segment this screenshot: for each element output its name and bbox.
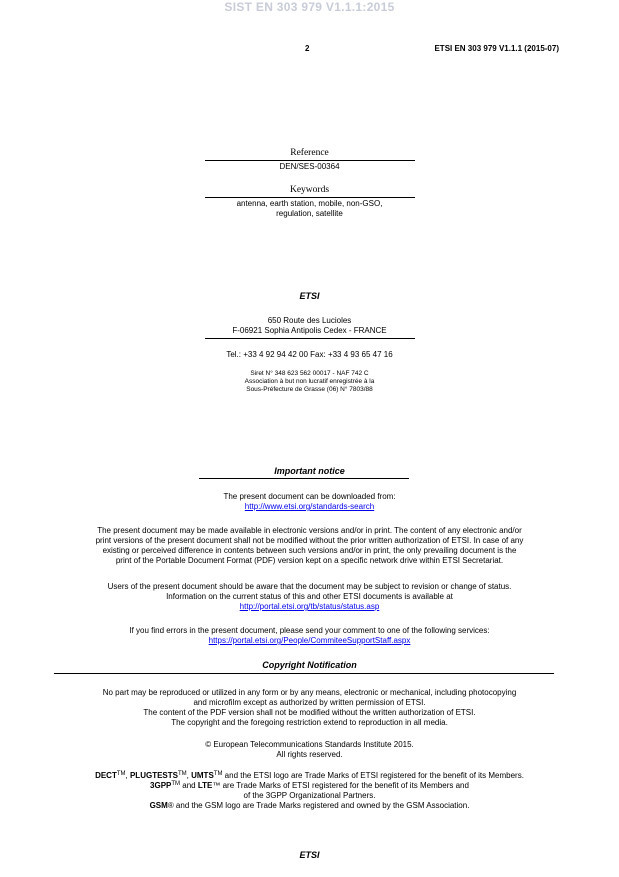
notice-p1-line-4: print of the Portable Document Format (PDF) version kept on a specific network drive within ETSI Secretariat.	[115, 556, 504, 565]
watermark: SIST EN 303 979 V1.1.1:2015	[224, 0, 395, 14]
status-link[interactable]: http://portal.etsi.org/tb/status/status.asp	[239, 602, 380, 611]
support-staff-link[interactable]: https://portal.etsi.org/People/CommiteeSupportStaff.aspx	[208, 636, 411, 645]
keywords-line-1: antenna, earth station, mobile, non-GSO,	[236, 199, 383, 208]
siret-line-3: Sous-Préfecture de Grasse (06) N° 7803/88	[246, 386, 373, 393]
copyright-line-4: The copyright and the foregoing restriction extend to reproduction in all media.	[171, 718, 448, 727]
address-rule	[205, 338, 415, 339]
document-id: ETSI EN 303 979 V1.1.1 (2015-07)	[434, 44, 559, 53]
trademarks	[0, 771, 619, 811]
copyright-line-1: No part may be reproduced or utilized in any form or by any means, electronic or mechanical, including photocopying	[102, 688, 517, 697]
download-text: The present document can be downloaded from:	[223, 492, 396, 501]
keywords-line-2: regulation, satellite	[276, 209, 343, 218]
notice-paragraph-2	[0, 582, 619, 612]
reference-value: DEN/SES-00364	[279, 162, 340, 171]
notice-paragraph-1	[0, 526, 619, 566]
notice-p3-text: If you find errors in the present document, please send your comment to one of the following services:	[129, 626, 490, 635]
copyright-text	[0, 688, 619, 728]
etsi-address-line-2: F-06921 Sophia Antipolis Cedex - FRANCE	[232, 326, 387, 335]
etsi-title: ETSI	[299, 291, 320, 301]
siret-line-2: Association à but non lucratif enregistrée à la	[244, 378, 375, 385]
trademark-line-2: 3GPP™ and LTE™ are Trade Marks of ETSI registered for the benefit of its Members and	[150, 781, 469, 790]
notice-p2-line-2: Information on the current status of this and other ETSI documents is available at	[166, 592, 453, 601]
footer-etsi: ETSI	[299, 850, 320, 860]
copyright-line-2: and microfilm except as authorized by written permission of ETSI.	[193, 698, 426, 707]
copyright-holder	[0, 740, 619, 760]
copyright-holder-line-1: © European Telecommunications Standards Institute 2015.	[205, 740, 414, 749]
copyright-rule	[54, 673, 554, 674]
copyright-title: Copyright Notification	[262, 660, 357, 670]
notice-p1-line-1: The present document may be made available in electronic versions and/or in print. The content of any electronic and/or	[97, 526, 522, 535]
keywords-rule	[205, 197, 415, 198]
important-notice-title: Important notice	[274, 466, 345, 476]
etsi-address	[0, 316, 619, 336]
trademark-line-3: of the 3GPP Organizational Partners.	[243, 791, 376, 800]
standards-search-link[interactable]: http://www.etsi.org/standards-search	[244, 502, 375, 511]
keywords-label: Keywords	[289, 185, 330, 195]
notice-rule	[199, 478, 409, 479]
notice-p1-line-3: existing or perceived difference in contents between such versions and/or in print, the only prevailing document is the	[102, 546, 517, 555]
siret-line-1: Siret N° 348 623 562 00017 - NAF 742 C	[250, 370, 369, 377]
trademark-line-1: DECT™, PLUGTESTS™, UMTS™ and the ETSI logo are Trade Marks of ETSI registered for the benefit of its Members.	[95, 771, 524, 780]
page-number: 2	[305, 44, 310, 53]
siret-block	[0, 370, 619, 394]
reference-label: Reference	[290, 148, 329, 158]
copyright-line-3: The content of the PDF version shall not be modified without the written authorization of ETSI.	[143, 708, 476, 717]
copyright-holder-line-2: All rights reserved.	[276, 750, 343, 759]
reference-rule	[205, 160, 415, 161]
keywords-value	[0, 199, 619, 219]
notice-paragraph-3	[0, 626, 619, 646]
tel-fax: Tel.: +33 4 92 94 42 00 Fax: +33 4 93 65 47 16	[226, 350, 393, 359]
trademark-line-4: GSM® and the GSM logo are Trade Marks registered and owned by the GSM Association.	[149, 801, 470, 810]
etsi-address-line-1: 650 Route des Lucioles	[267, 316, 352, 325]
download-block	[0, 492, 619, 512]
notice-p1-line-2: print versions of the present document shall not be modified without the prior written authorization of ETSI. In case of any	[95, 536, 524, 545]
notice-p2-line-1: Users of the present document should be aware that the document may be subject to revision or change of status.	[107, 582, 512, 591]
